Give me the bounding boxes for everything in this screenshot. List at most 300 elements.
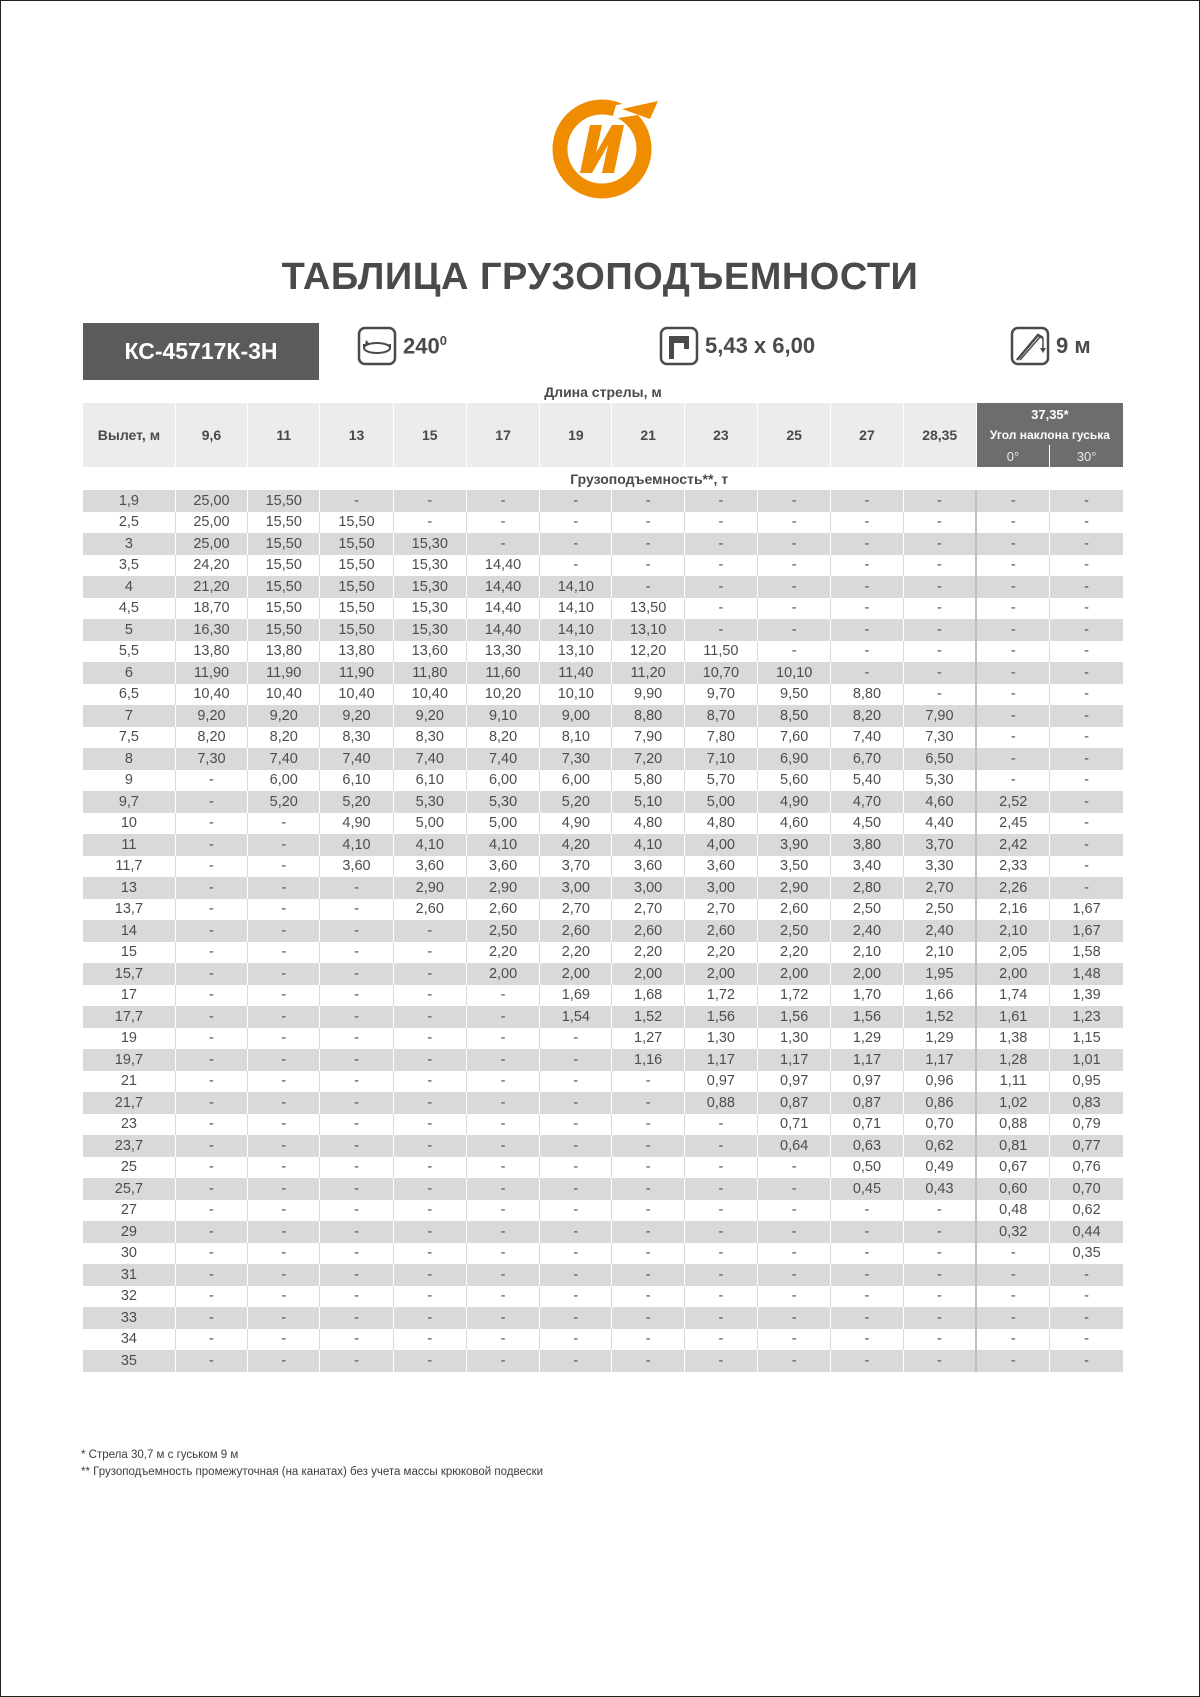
reach-cell: 32 [83,1286,175,1308]
capacity-cell: 11,40 [540,662,612,684]
capacity-caption: Грузоподъемность**, т [175,467,1123,490]
capacity-cell: - [466,1200,539,1222]
capacity-cell: - [976,576,1049,598]
reach-cell: 11,7 [83,856,175,878]
capacity-cell: 2,70 [684,899,757,921]
capacity-cell: 8,80 [831,684,903,706]
capacity-cell: - [540,1092,612,1114]
capacity-cell: 6,00 [466,770,539,792]
reach-cell: 9,7 [83,791,175,813]
capacity-cell: 13,10 [612,619,684,641]
capacity-cell: - [466,1114,539,1136]
capacity-cell: - [612,1200,684,1222]
capacity-cell: - [831,662,903,684]
capacity-cell: - [684,490,757,512]
capacity-cell: - [540,1329,612,1351]
capacity-cell: - [540,1221,612,1243]
table-row [83,834,1123,856]
capacity-cell: 1,28 [976,1049,1049,1071]
capacity-cell: 1,29 [831,1028,903,1050]
capacity-cell: - [903,684,976,706]
capacity-cell: 2,60 [540,920,612,942]
capacity-cell: 9,20 [248,705,320,727]
capacity-cell: - [976,619,1049,641]
capacity-cell: 10,70 [684,662,757,684]
capacity-cell: - [248,1071,320,1093]
capacity-cell: 0,83 [1050,1092,1123,1114]
capacity-cell: - [684,1307,757,1329]
capacity-cell: 21,20 [175,576,247,598]
capacity-cell: 6,90 [758,748,831,770]
capacity-cell: 9,00 [540,705,612,727]
table-row [83,598,1123,620]
capacity-cell: 15,50 [320,598,393,620]
capacity-cell: - [248,942,320,964]
capacity-cell: - [540,1114,612,1136]
capacity-cell: 11,90 [175,662,247,684]
capacity-cell: - [393,1221,466,1243]
reach-cell: 11 [83,834,175,856]
capacity-cell: - [976,1350,1049,1372]
table-row [83,856,1123,878]
capacity-cell: 10,20 [466,684,539,706]
capacity-cell: 1,68 [612,985,684,1007]
capacity-cell: 8,10 [540,727,612,749]
capacity-cell: - [320,1350,393,1372]
capacity-cell: 15,50 [248,555,320,577]
capacity-cell: 2,10 [976,920,1049,942]
table-row [83,770,1123,792]
capacity-cell: - [175,1071,247,1093]
capacity-cell: - [976,598,1049,620]
capacity-cell: 8,50 [758,705,831,727]
capacity-cell: 0,81 [976,1135,1049,1157]
capacity-cell: - [758,1221,831,1243]
capacity-cell: 15,50 [320,512,393,534]
capacity-cell: 1,17 [758,1049,831,1071]
capacity-cell: - [175,1221,247,1243]
boom-length-header: 21 [612,403,684,467]
outrigger-spec [659,326,815,366]
capacity-cell: 2,00 [976,963,1049,985]
capacity-cell: 2,20 [684,942,757,964]
capacity-cell: - [831,576,903,598]
capacity-cell: - [466,1243,539,1265]
capacity-cell: - [466,1286,539,1308]
capacity-cell: 14,10 [540,619,612,641]
model-badge: КС-45717К-3Н [83,323,319,380]
capacity-cell: 4,60 [903,791,976,813]
capacity-cell: - [393,920,466,942]
capacity-cell: - [320,1135,393,1157]
capacity-cell: 9,50 [758,684,831,706]
capacity-cell: - [466,533,539,555]
capacity-cell: - [466,1157,539,1179]
capacity-cell: 10,40 [248,684,320,706]
capacity-cell: 3,40 [831,856,903,878]
capacity-cell: - [684,1178,757,1200]
capacity-cell: - [393,1329,466,1351]
capacity-cell: 15,30 [393,555,466,577]
capacity-cell: 6,10 [393,770,466,792]
capacity-cell: 5,80 [612,770,684,792]
capacity-cell: 3,60 [466,856,539,878]
capacity-cell: 4,40 [903,813,976,835]
table-row [83,1071,1123,1093]
capacity-cell: - [540,1350,612,1372]
reach-cell: 7,5 [83,727,175,749]
reach-cell: 31 [83,1264,175,1286]
capacity-cell: 7,20 [612,748,684,770]
capacity-cell: - [320,1200,393,1222]
capacity-cell: - [976,748,1049,770]
capacity-cell: - [320,1028,393,1050]
capacity-cell: - [175,942,247,964]
capacity-cell: - [831,1200,903,1222]
capacity-cell: 3,60 [612,856,684,878]
capacity-cell: 0,79 [1050,1114,1123,1136]
capacity-cell: 5,00 [684,791,757,813]
jib-angle-0: 0° [976,445,1049,467]
capacity-cell: 1,16 [612,1049,684,1071]
capacity-cell: 3,00 [684,877,757,899]
capacity-cell: - [903,1307,976,1329]
table-row [83,1200,1123,1222]
capacity-cell: - [1050,684,1123,706]
capacity-cell: 7,40 [320,748,393,770]
capacity-cell: 25,00 [175,533,247,555]
capacity-cell: - [540,1264,612,1286]
capacity-cell: - [831,619,903,641]
table-row [83,1157,1123,1179]
reach-cell: 4 [83,576,175,598]
capacity-cell: 2,50 [758,920,831,942]
capacity-cell: - [248,1006,320,1028]
capacity-cell: - [758,1264,831,1286]
capacity-cell: 2,20 [466,942,539,964]
capacity-cell: 3,60 [320,856,393,878]
capacity-cell: - [466,1028,539,1050]
capacity-cell: - [903,1264,976,1286]
capacity-cell: 2,60 [612,920,684,942]
capacity-cell: 1,02 [976,1092,1049,1114]
capacity-cell: 15,50 [320,619,393,641]
capacity-cell: 3,70 [903,834,976,856]
table-row [83,1264,1123,1286]
capacity-cell: 8,20 [248,727,320,749]
capacity-cell: - [248,1264,320,1286]
capacity-cell: 2,60 [393,899,466,921]
capacity-cell: - [758,641,831,663]
capacity-cell: - [976,512,1049,534]
capacity-cell: 4,10 [393,834,466,856]
capacity-cell: 7,40 [466,748,539,770]
capacity-cell: 1,56 [684,1006,757,1028]
outrigger-value: 5,43 х 6,00 [705,333,816,358]
capacity-cell: - [684,1350,757,1372]
capacity-cell: - [320,877,393,899]
boom-length-header: 17 [466,403,539,467]
capacity-cell: - [393,1092,466,1114]
capacity-cell: - [831,641,903,663]
reach-cell: 6,5 [83,684,175,706]
capacity-cell: 5,70 [684,770,757,792]
capacity-cell: - [612,1264,684,1286]
capacity-cell: - [903,598,976,620]
table-row [83,877,1123,899]
capacity-cell: 2,50 [466,920,539,942]
capacity-cell: 4,10 [320,834,393,856]
capacity-cell: - [175,877,247,899]
capacity-cell: - [248,834,320,856]
rotation-spec [357,326,447,366]
capacity-cell: - [1050,813,1123,835]
capacity-cell: 0,62 [903,1135,976,1157]
capacity-cell: 10,10 [758,662,831,684]
capacity-cell: - [1050,555,1123,577]
capacity-cell: 8,30 [393,727,466,749]
table-row [83,619,1123,641]
outrigger-icon [659,326,699,366]
capacity-cell: 11,90 [320,662,393,684]
reach-cell: 15,7 [83,963,175,985]
table-row [83,942,1123,964]
table-row [83,1307,1123,1329]
capacity-cell: 13,60 [393,641,466,663]
capacity-cell: 1,54 [540,1006,612,1028]
capacity-cell: - [540,1028,612,1050]
capacity-cell: 0,70 [903,1114,976,1136]
capacity-cell: 15,50 [248,490,320,512]
jib-icon [1010,326,1050,366]
capacity-cell: 15,50 [248,533,320,555]
capacity-cell: 0,96 [903,1071,976,1093]
capacity-cell: 0,76 [1050,1157,1123,1179]
capacity-cell: 10,40 [320,684,393,706]
boom-length-header: 28,35 [903,403,976,467]
capacity-cell: - [976,662,1049,684]
capacity-cell: - [248,963,320,985]
reach-cell: 3,5 [83,555,175,577]
capacity-cell: 13,80 [248,641,320,663]
capacity-cell: - [612,512,684,534]
capacity-cell: - [758,1243,831,1265]
capacity-cell: 5,20 [320,791,393,813]
capacity-cell: - [466,1071,539,1093]
capacity-cell: - [903,555,976,577]
capacity-cell: - [684,619,757,641]
boom-length-header: 25 [758,403,831,467]
capacity-cell: 2,16 [976,899,1049,921]
capacity-cell: 1,61 [976,1006,1049,1028]
jib-value: 9 м [1056,333,1091,358]
capacity-cell: 3,70 [540,856,612,878]
capacity-cell: - [175,813,247,835]
boom-length-caption: Длина стрелы, м [544,384,662,400]
capacity-cell: 15,50 [248,576,320,598]
capacity-cell: 7,80 [684,727,757,749]
capacity-cell: - [466,1006,539,1028]
capacity-cell: 1,17 [684,1049,757,1071]
capacity-cell: - [684,1286,757,1308]
table-row [83,813,1123,835]
capacity-cell: - [831,1286,903,1308]
capacity-cell: - [175,1243,247,1265]
capacity-cell: 13,50 [612,598,684,620]
capacity-cell: - [976,1243,1049,1265]
capacity-cell: - [466,1221,539,1243]
capacity-cell: 11,80 [393,662,466,684]
capacity-cell: 15,30 [393,598,466,620]
capacity-cell: 3,30 [903,856,976,878]
capacity-cell: - [248,1114,320,1136]
capacity-cell: - [320,963,393,985]
load-chart-table [83,403,1123,1372]
capacity-cell: 7,40 [831,727,903,749]
capacity-cell: - [320,920,393,942]
capacity-cell: 3,00 [612,877,684,899]
capacity-cell: - [393,1071,466,1093]
capacity-cell: - [903,490,976,512]
reach-cell: 10 [83,813,175,835]
capacity-cell: - [758,598,831,620]
capacity-cell: 8,80 [612,705,684,727]
capacity-cell: 2,00 [758,963,831,985]
capacity-cell: - [903,662,976,684]
capacity-cell: - [393,1135,466,1157]
capacity-cell: 4,00 [684,834,757,856]
capacity-cell: 0,97 [758,1071,831,1093]
capacity-cell: - [248,1200,320,1222]
reach-cell: 8 [83,748,175,770]
capacity-cell: - [976,770,1049,792]
capacity-cell: 0,71 [831,1114,903,1136]
reach-cell: 9 [83,770,175,792]
capacity-cell: - [831,533,903,555]
capacity-cell: - [1050,856,1123,878]
capacity-cell: - [612,1286,684,1308]
capacity-cell: 0,67 [976,1157,1049,1179]
capacity-cell: - [175,1329,247,1351]
capacity-cell: 0,64 [758,1135,831,1157]
capacity-cell: 7,90 [612,727,684,749]
capacity-cell: 4,80 [684,813,757,835]
capacity-cell: 25,00 [175,490,247,512]
capacity-cell: - [1050,1329,1123,1351]
capacity-cell: 2,70 [612,899,684,921]
capacity-cell: - [831,512,903,534]
capacity-cell: - [540,533,612,555]
capacity-cell: - [175,791,247,813]
capacity-cell: 18,70 [175,598,247,620]
capacity-cell: 2,00 [540,963,612,985]
capacity-cell: - [466,1350,539,1372]
capacity-cell: 3,80 [831,834,903,856]
capacity-cell: 1,29 [903,1028,976,1050]
capacity-cell: - [831,1350,903,1372]
capacity-cell: 0,45 [831,1178,903,1200]
capacity-cell: 7,90 [903,705,976,727]
capacity-cell: 1,69 [540,985,612,1007]
capacity-cell: - [976,1264,1049,1286]
boom-length-header: 9,6 [175,403,247,467]
capacity-cell: - [175,856,247,878]
capacity-cell: - [831,598,903,620]
capacity-cell: - [540,1049,612,1071]
capacity-cell: - [758,1178,831,1200]
capacity-cell: 2,50 [831,899,903,921]
capacity-cell: 1,39 [1050,985,1123,1007]
capacity-cell: - [393,1006,466,1028]
capacity-cell: - [320,899,393,921]
table-row [83,533,1123,555]
reach-cell: 15 [83,942,175,964]
capacity-cell: - [175,770,247,792]
capacity-cell: - [612,1178,684,1200]
table-row [83,791,1123,813]
capacity-cell: - [175,1286,247,1308]
table-row [83,985,1123,1007]
capacity-cell: 1,17 [831,1049,903,1071]
capacity-cell: - [248,1221,320,1243]
capacity-cell: - [758,1286,831,1308]
capacity-cell: - [175,1114,247,1136]
capacity-cell: - [393,1028,466,1050]
capacity-cell: - [320,1071,393,1093]
capacity-cell: 10,40 [393,684,466,706]
capacity-cell: - [1050,662,1123,684]
capacity-cell: - [903,512,976,534]
capacity-cell: 11,90 [248,662,320,684]
capacity-cell: - [1050,512,1123,534]
capacity-cell: - [248,1350,320,1372]
capacity-cell: - [1050,1264,1123,1286]
capacity-cell: - [466,512,539,534]
capacity-cell: - [684,1243,757,1265]
table-row [83,1350,1123,1372]
table-row [83,684,1123,706]
capacity-cell: 3,90 [758,834,831,856]
capacity-cell: - [758,555,831,577]
capacity-cell: - [175,1307,247,1329]
capacity-cell: 10,40 [175,684,247,706]
capacity-cell: - [831,490,903,512]
capacity-cell: 4,10 [612,834,684,856]
reach-cell: 5,5 [83,641,175,663]
capacity-cell: - [831,555,903,577]
capacity-cell: - [175,1178,247,1200]
capacity-cell: - [903,1200,976,1222]
capacity-cell: - [466,1307,539,1329]
capacity-cell: - [540,1071,612,1093]
capacity-cell: - [831,1329,903,1351]
capacity-cell: 14,40 [466,555,539,577]
capacity-cell: - [1050,576,1123,598]
capacity-cell: - [248,1286,320,1308]
capacity-cell: 2,45 [976,813,1049,835]
capacity-cell: 1,56 [758,1006,831,1028]
capacity-cell: 7,30 [175,748,247,770]
capacity-cell: - [466,1135,539,1157]
capacity-cell: - [612,1329,684,1351]
capacity-cell: 5,00 [466,813,539,835]
capacity-cell: 1,11 [976,1071,1049,1093]
capacity-cell: 2,60 [466,899,539,921]
table-row [83,512,1123,534]
capacity-cell: 0,44 [1050,1221,1123,1243]
capacity-cell: 0,63 [831,1135,903,1157]
table-row [83,641,1123,663]
